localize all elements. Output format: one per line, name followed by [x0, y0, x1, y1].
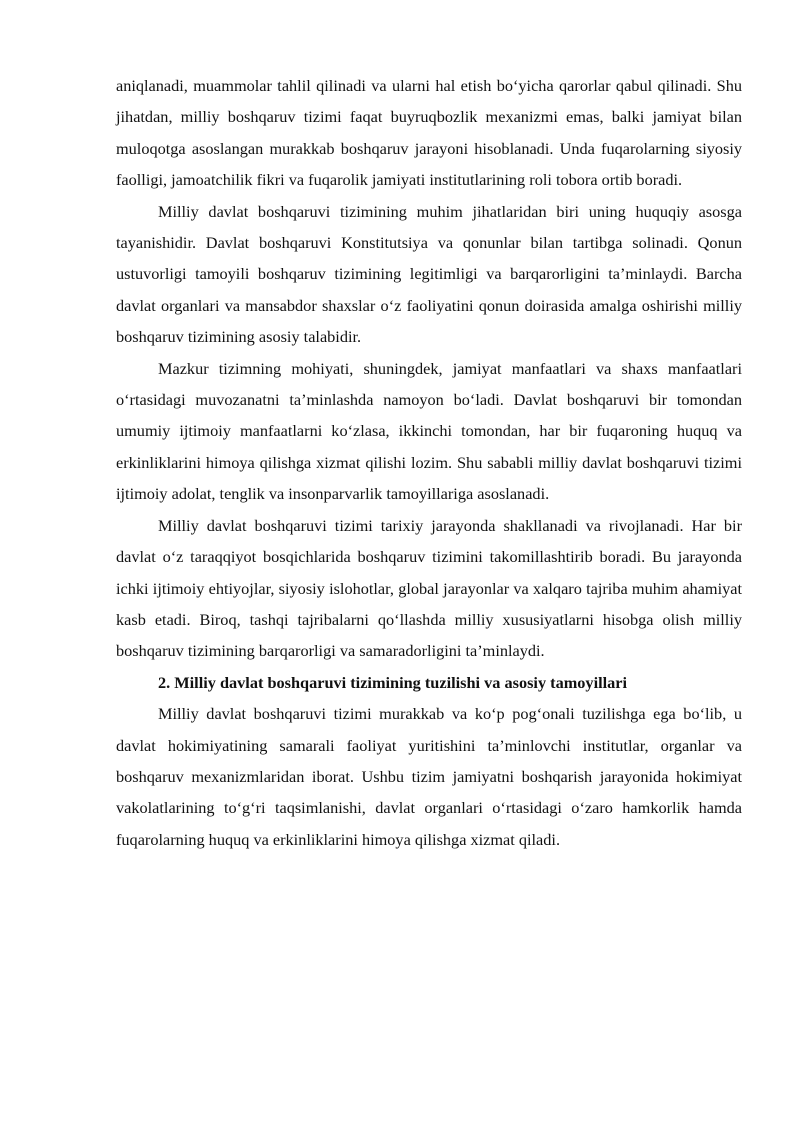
paragraph-3: Mazkur tizimning mohiyati, shuningdek, jamiyat manfaatlari va shaxs manfaatlari oʻrtasidagi muvozanatni taʼminlashda namoyon boʻladi. Davlat boshqaruvi bir tomondan umumiy ijtimoiy manfaatlarni koʻzlasa, ikkinchi tomondan, har bir fuqaroning huquq va erkinliklarini himoya qilishga xizmat qilishi lozim. Shu sababli milliy davlat boshqaruvi tizimi ijtimoiy adolat, tenglik va insonparvarlik tamoyillariga asoslanadi.	[116, 358, 742, 504]
section-heading: 2. Milliy davlat boshqaruvi tizimining tuzilishi va asosiy tamoyillari	[158, 672, 628, 692]
paragraph-4: Milliy davlat boshqaruvi tizimi tarixiy jarayonda shakllanadi va rivojlanadi. Har bir davlat oʻz taraqqiyot bosqichlarida boshqaruv tizimini takomillashtirib boradi. Bu jarayonda ichki ijtimoiy ehtiyojlar, siyosiy islohotlar, global jarayonlar va xalqaro tajriba muhim ahamiyat kasb etadi. Biroq, tashqi tajribalarni qoʻllashda milliy xususiyatlarni hisobga olish milliy boshqaruv tizimining barqarorligi va samaradorligini taʼminlaydi.	[116, 515, 742, 661]
paragraph-1: aniqlanadi, muammolar tahlil qilinadi va ularni hal etish boʻyicha qarorlar qabul qilinadi. Shu jihatdan, milliy boshqaruv tizimi faqat buyruqbozlik mexanizmi emas, balki jamiyat bilan muloqotga asoslangan murakkab boshqaruv jarayoni hisoblanadi. Unda fuqarolarning siyosiy faolligi, jamoatchilik fikri va fuqarolik jamiyati institutlarining roli tobora ortib boradi.	[116, 76, 742, 190]
paragraph-2: Milliy davlat boshqaruvi tizimining muhim jihatlaridan biri uning huquqiy asosga tayanishidir. Davlat boshqaruvi Konstitutsiya va qonunlar bilan tartibga solinadi. Qonun ustuvorligi tamoyili boshqaruv tizimining legitimligi va barqarorligini taʼminlaydi. Barcha davlat organlari va mansabdor shaxslar oʻz faoliyatini qonun doirasida amalga oshirishi milliy boshqaruv tizimining asosiy talabidir.	[116, 201, 742, 347]
paragraph-5: Milliy davlat boshqaruvi tizimi murakkab va koʻp pogʻonali tuzilishga ega boʻlib, u davlat hokimiyatining samarali faoliyat yuritishini taʼminlovchi institutlar, organlar va boshqaruv mexanizmlaridan iborat. Ushbu tizim jamiyatni boshqarish jarayonida hokimiyat vakolatlarining toʻgʻri taqsimlanishi, davlat organlari oʻrtasidagi oʻzaro hamkorlik hamda fuqarolarning huquq va erkinliklarini himoya qilishga xizmat qiladi.	[116, 704, 742, 849]
